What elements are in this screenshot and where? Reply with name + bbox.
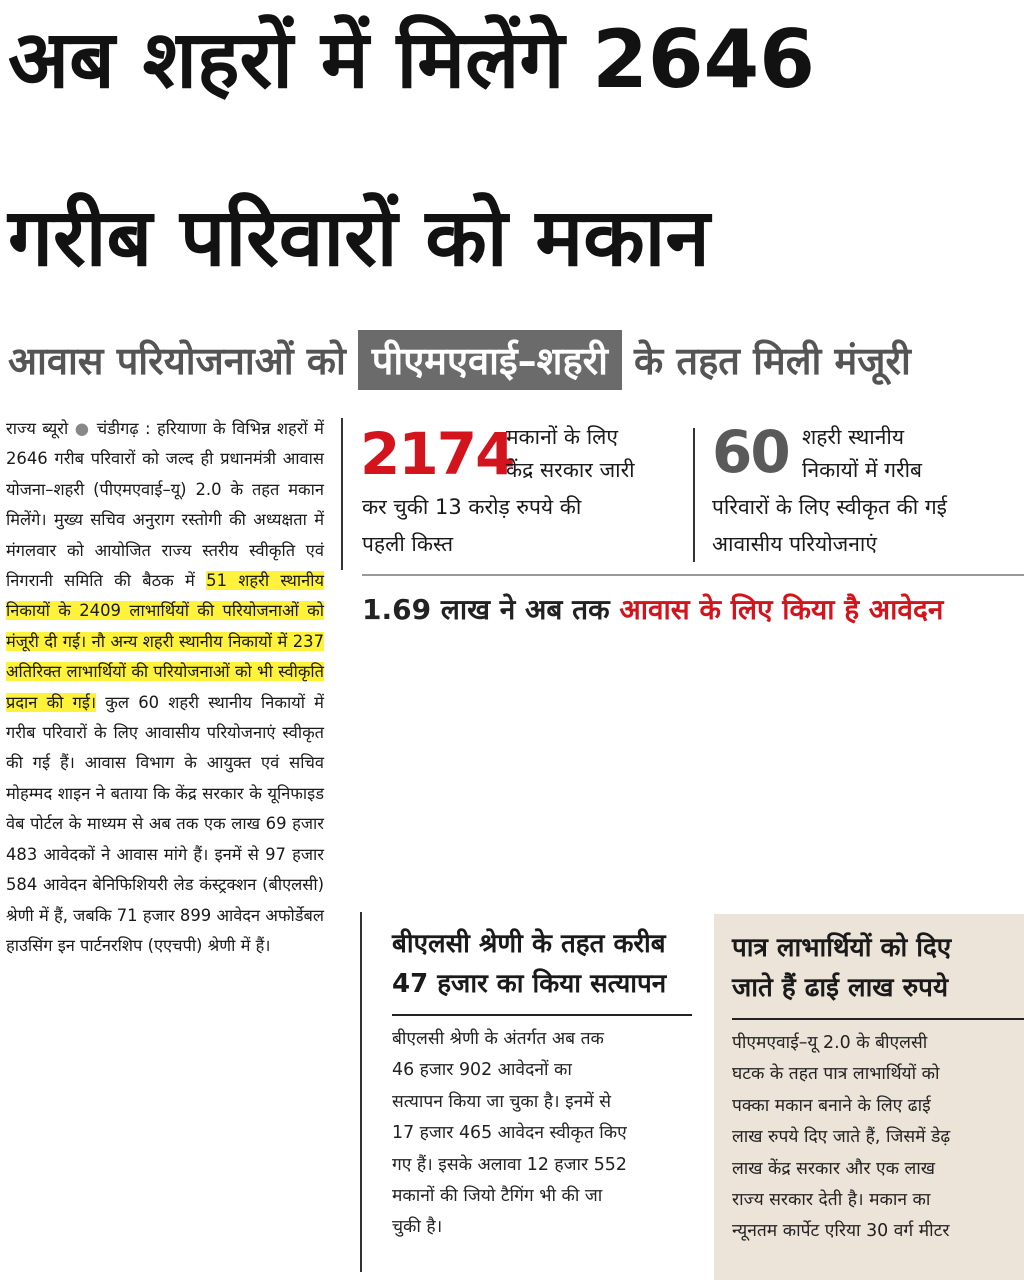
stat-1-line-2: केंद्र सरकार जारी (506, 458, 635, 482)
blc-box-title-2: 47 हजार का किया सत्यापन (392, 969, 667, 999)
blc-box-rule (392, 1014, 692, 1016)
blc-box-body-line: 46 हजार 902 आवेदनों का (392, 1060, 572, 1081)
blc-box-body-line: सत्यापन किया जा चुका है। इनमें से (392, 1091, 612, 1112)
blc-box-body-line: मकानों की जियो टैगिंग भी की जा (392, 1186, 603, 1207)
applications-highlight: आवास के लिए किया है आवेदन (619, 593, 944, 626)
blc-box-body (392, 1024, 704, 1244)
stat-2-line-1: शहरी स्थानीय (802, 425, 905, 449)
blc-box-body-line: 17 हजार 465 आवेदन स्वीकृत किए (392, 1123, 627, 1144)
amount-box-body-line: पक्का मकान बनाने के लिए ढाई (732, 1095, 931, 1116)
amount-box-body-line: लाख केंद्र सरकार और एक लाख (732, 1158, 935, 1179)
subheadline (8, 324, 1018, 396)
article-city: चंडीगढ़ (96, 419, 139, 438)
amount-box-body-line: घटक के तहत पात्र लाभार्थियों को (732, 1064, 940, 1085)
stat-1-line-1: मकानों के लिए (506, 425, 618, 449)
stat-2-line-2: निकायों में गरीब (802, 458, 923, 482)
amount-box-body-line: न्यूनतम कार्पेट एरिया 30 वर्ग मीटर (732, 1221, 950, 1242)
article-paragraph-1: : हरियाणा के विभिन्न शहरों में 2646 गरीब परिवारों को जल्द ही प्रधानमंत्री आवास योजना–शहरी (पीएमएवाई–यू) 2.0 के तहत मकान मिलेंगे। मुख्य सचिव अनुराग रस्तोगी की अध्यक्षता में मंगलवार को आयोजित राज्य स्तरीय स्वीकृति एवं निगरानी समिति की बैठक में (6, 419, 324, 591)
amount-box-body-line: पीएमएवाई–यू 2.0 के बीएलसी (732, 1033, 928, 1053)
article-paragraph-2: कुल 60 शहरी स्थानीय निकायों में गरीब परिवारों के लिए आवासीय परियोजनाएं स्वीकृत की गई हैं। आवास विभाग के आयुक्त एवं सचिव मोहम्मद शाइन ने बताया कि केंद्र सरकार के यूनिफाइड वेब पोर्टल के माध्यम से अब तक एक लाख 69 हजार 483 आवेदकों ने आवास मांगे हैं। इनमें से 97 हजार 584 आवेदन बेनिफिशियरी लेड कंस्ट्रक्शन (बीएलसी) श्रेणी में हैं, जबकि 71 हजार 899 आवेदन अफोर्डेबल हाउसिंग इन पार्टनरशिप (एएचपी) श्रेणी में हैं। (6, 692, 324, 955)
subheadline-after: के तहत मिली मंजूरी (634, 339, 911, 383)
blc-box (392, 924, 704, 1244)
column-rule-top (341, 418, 343, 570)
stat-number-2174: 2174 (360, 420, 514, 488)
subheadline-boxed-tag: पीएमएवाई–शहरी (358, 330, 622, 390)
article-byline: राज्य ब्यूरो (6, 419, 69, 438)
byline-bullet: ● (74, 419, 91, 438)
applications-line (362, 590, 1022, 628)
amount-box-rule (732, 1018, 1024, 1020)
blc-box-body-line: चुकी है। (392, 1217, 443, 1238)
amount-box-title-1: पात्र लाभार्थियों को दिए (732, 933, 952, 963)
amount-box-body (732, 1028, 1024, 1248)
column-rule-bottom (360, 912, 362, 1272)
subheadline-before: आवास परियोजनाओं को (8, 339, 346, 383)
stat-1-line-4: पहली किस्त (362, 532, 454, 556)
blc-box-body-line: गए हैं। इसके अलावा 12 हजार 552 (392, 1154, 627, 1175)
amount-box (714, 914, 1024, 1280)
stat-number-60: 60 (712, 418, 789, 486)
blc-box-body-line: बीएलसी श्रेणी के अंतर्गत अब तक (392, 1029, 604, 1049)
headline-line-2: गरीब परिवारों को मकान (8, 191, 710, 284)
stat-2-line-3: परिवारों के लिए स्वीकृत की गई (712, 495, 947, 519)
article-body (6, 414, 324, 961)
amount-box-body-line: लाख रुपये दिए जाते हैं, जिसमें डेढ़ (732, 1127, 951, 1148)
amount-box-body-line: राज्य सरकार देती है। मकान का (732, 1190, 931, 1211)
headline-line-1: अब शहरों में मिलेंगे 2646 (8, 13, 815, 106)
stats-divider (693, 428, 695, 562)
applications-prefix: 1.69 लाख ने अब तक (362, 593, 610, 626)
blc-box-title-1: बीएलसी श्रेणी के तहत करीब (392, 929, 666, 959)
stats-bottom-rule (362, 574, 1024, 576)
stat-1-line-3: कर चुकी 13 करोड़ रुपये की (362, 495, 582, 519)
article-highlight: 51 शहरी स्थानीय निकायों के 2409 लाभार्थियों की परियोजनाओं को मंजूरी दी गई। नौ अन्य शहरी स्थानीय निकायों में 237 अतिरिक्त लाभार्थियों की परियोजनाओं को भी स्वीकृति प्रदान की गई। (6, 571, 324, 712)
stat-2-line-4: आवासीय परियोजनाएं (712, 532, 877, 556)
amount-box-title-2: जाते हैं ढाई लाख रुपये (732, 973, 949, 1003)
